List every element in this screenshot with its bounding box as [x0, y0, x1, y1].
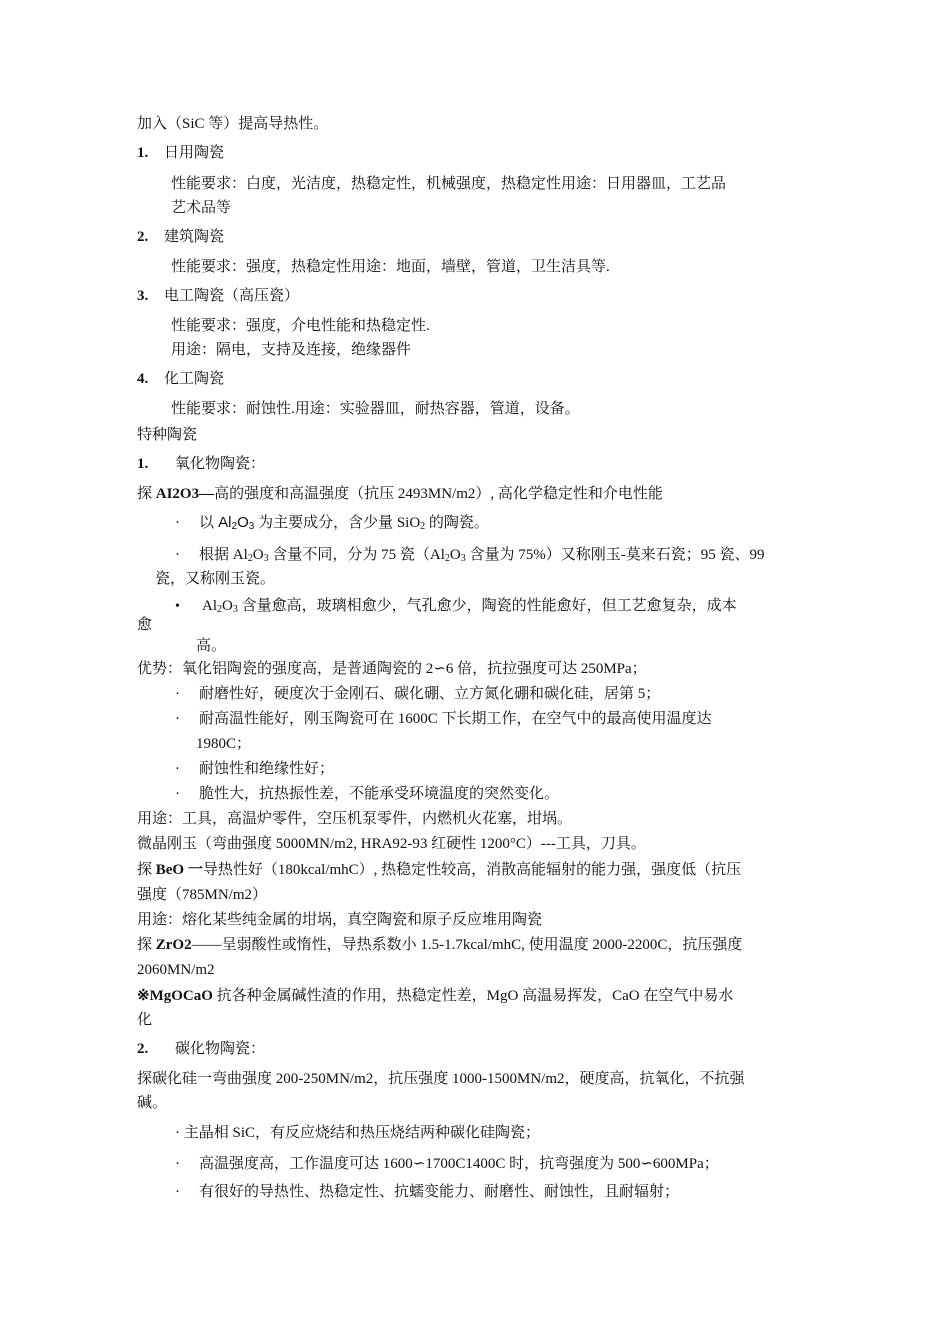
- sic-bullet-2: · 高温强度高，工作温度可达 1600∽1700C1400C 时，抗弯强度为 500∽600MPa；: [175, 1156, 719, 1172]
- section-heading-4: 4. 化工陶瓷: [137, 371, 225, 387]
- section-2-text: 性能要求：强度，热稳定性用途：地面，墙壁，管道，卫生洁具等.: [171, 259, 610, 275]
- sic-line-cont: 碱。: [137, 1095, 168, 1111]
- section-1-text: 性能要求：白度，光洁度，热稳定性，机械强度，热稳定性用途：日用器皿，工艺品: [171, 176, 727, 192]
- beo-line-cont: 强度（785MN/m2）: [137, 887, 268, 903]
- advantage-bullet-2: · 耐高温性能好，刚玉陶瓷可在 1600C 下长期工作，在空气中的最高使用温度达: [175, 711, 712, 727]
- intro-line: 加入（SiC 等）提高导热性。: [137, 116, 329, 132]
- beo-usage: 用途：熔化某些纯金属的坩埚，真空陶瓷和原子反应堆用陶瓷: [137, 912, 543, 928]
- advantage-bullet-2-cont: 1980C；: [196, 736, 252, 752]
- advantage-bullet-4: · 脆性大，抗热振性差，不能承受环境温度的突然变化。: [175, 786, 560, 802]
- advantage-bullet-1: · 耐磨性好，硬度次于金刚石、碳化硼、立方氮化硼和碳化硅，居第 5；: [175, 686, 661, 702]
- zro2-line-cont: 2060MN/m2: [137, 962, 215, 978]
- oxide-heading: 1. 氧化物陶瓷：: [137, 456, 266, 472]
- section-4-text: 性能要求：耐蚀性.用途：实验器皿，耐热容器，管道，设备。: [171, 401, 580, 417]
- section-3-usage: 用途：隔电，支持及连接，绝缘器件: [171, 342, 412, 358]
- alumina-bullet-1: · 以 $Al_2O_3$ 为主要成分，含少量 SiO$_2$ 的陶瓷。: [175, 514, 489, 532]
- section-heading-2: 2. 建筑陶瓷: [137, 229, 225, 245]
- alumina-bullet-3-cont2: 高。: [196, 638, 227, 654]
- beo-line: 探 BeO 一导热性好（180kcal/mhC）, 热稳定性较高，消散高能辐射的能力强，强度低（抗压: [137, 862, 742, 878]
- section-heading-1: 1. 日用陶瓷: [137, 145, 225, 161]
- alumina-bullet-2: · 根据 $Al_2O_3$ 含量不同，分为 75 瓷（$Al_2O_3$ 含量为 75%）又称刚玉-莫来石瓷；95 瓷、99: [175, 547, 765, 564]
- alumina-usage: 用途：工具，高温炉零件，空压机泵零件，内燃机火花塞，坩埚。: [137, 811, 573, 827]
- alumina-bullet-3: • $Al_2O_3$ 含量愈高，玻璃相愈少，气孔愈少，陶瓷的性能愈好，但工艺愈复杂，成本: [175, 598, 737, 615]
- zro2-line: 探 ZrO2——呈弱酸性或惰性，导热系数小 1.5-1.7kcal/mhC, 使用温度 2000-2200C，抗压强度: [137, 937, 743, 953]
- alumina-line: 探 AI2O3—高的强度和高温强度（抗压 2493MN/m2）, 高化学稳定性和介电性能: [137, 486, 663, 502]
- sic-bullet-1: · 主晶相 SiC，有反应烧结和热压烧结两种碳化硅陶瓷；: [175, 1125, 541, 1141]
- section-3-text: 性能要求：强度，介电性能和热稳定性.: [171, 318, 430, 334]
- alumina-bullet-3-cont: 愈: [137, 617, 153, 633]
- section-1-text-cont: 艺术品等: [171, 200, 232, 216]
- advantage-bullet-3: · 耐蚀性和绝缘性好；: [175, 761, 335, 777]
- advantage-line: 优势：氧化铝陶瓷的强度高，是普通陶瓷的 2∽6 倍，抗拉强度可达 250MPa；: [137, 661, 647, 677]
- sic-line: 探碳化硅一弯曲强度 200-250MN/m2，抗压强度 1000-1500MN/m2，硬度高，抗氧化，不抗强: [137, 1071, 745, 1087]
- sic-bullet-3: · 有很好的导热性、热稳定性、抗蠕变能力、耐磨性、耐蚀性，且耐辐射；: [175, 1184, 680, 1200]
- alumina-bullet-2-cont: 瓷，又称刚玉瓷。: [155, 571, 276, 587]
- micro-corundum-line: 微晶刚玉（弯曲强度 5000MN/m2, HRA92-93 红硬性 1200°C）---工具，刀具。: [137, 836, 646, 852]
- mgo-cao-line-cont: 化: [137, 1012, 153, 1028]
- mgo-cao-line: ※MgOCaO 抗各种金属碱性渣的作用，热稳定性差，MgO 高温易挥发，CaO 在空气中易水: [137, 988, 734, 1004]
- special-ceramics-heading: 特种陶瓷: [137, 427, 198, 443]
- section-heading-3: 3. 电工陶瓷（高压瓷）: [137, 288, 300, 304]
- carbide-heading: 2. 碳化物陶瓷：: [137, 1041, 266, 1057]
